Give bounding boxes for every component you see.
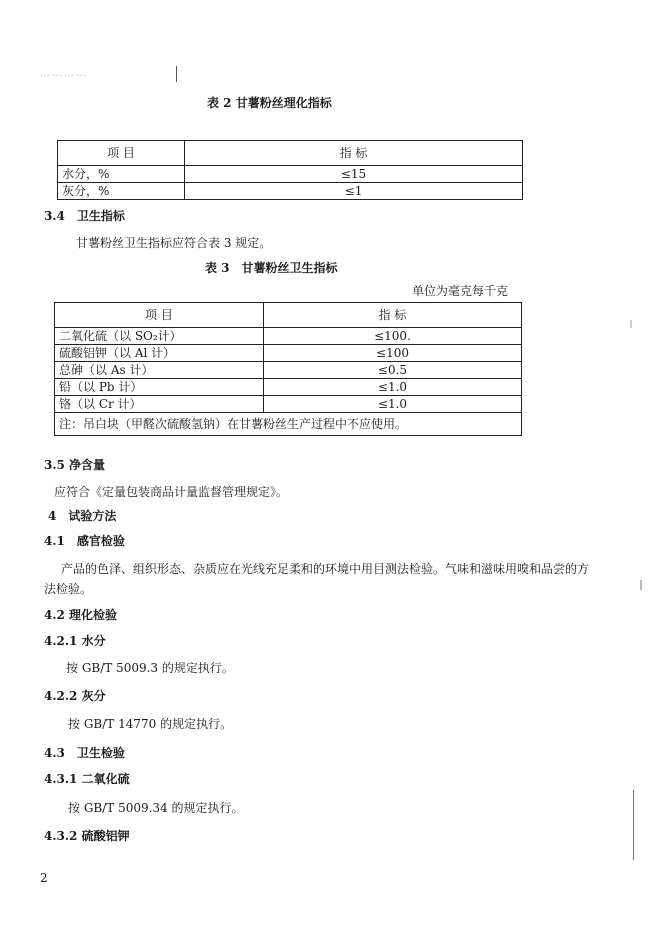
table3-row-item: 硫酸铝钾（以 Al 计） — [55, 345, 264, 362]
section-4-3-2-title: 4.3.2 硫酸铝钾 — [44, 829, 130, 843]
section-3-5-title: 3.5 净含量 — [44, 458, 106, 472]
scan-artifact-dot — [640, 580, 642, 590]
table2-header-item: 项 目 — [58, 141, 185, 166]
header-rule — [176, 66, 177, 82]
table3-row-value: ≤100 — [264, 345, 522, 362]
table3-row-item: 总砷（以 As 计） — [55, 362, 264, 379]
scan-artifact-line — [633, 790, 634, 860]
table-row — [55, 396, 522, 413]
table2-row-item: 灰分，% — [58, 183, 185, 200]
section-3-4-body: 甘薯粉丝卫生指标应符合表 3 规定。 — [76, 236, 272, 250]
table2-header-value: 指 标 — [185, 141, 523, 166]
table2-row-value: ≤1 — [185, 183, 523, 200]
table3-row-value: ≤1.0 — [264, 396, 522, 413]
table3-row-item: 二氧化硫（以 SO₂计） — [55, 328, 264, 345]
section-4-3-title: 4.3 卫生检验 — [44, 746, 125, 760]
section-4-2-1-title: 4.2.1 水分 — [44, 634, 106, 648]
section-3-5-body: 应符合《定量包装商品计量监督管理规定》。 — [54, 485, 289, 499]
table3-row-item: 铅（以 Pb 计） — [55, 379, 264, 396]
table3 — [54, 302, 522, 436]
table3-row-value: ≤1.0 — [264, 379, 522, 396]
section-4-1-body-line1: 产品的色泽、组织形态、杂质应在光线充足柔和的环境中用目测法检验。气味和滋味用嗅和品尝的方 — [61, 562, 590, 576]
table3-row-value: ≤0.5 — [264, 362, 522, 379]
table-row — [55, 328, 522, 345]
table2-header-row — [58, 141, 523, 166]
section-4-1-body-line2: 法检验。 — [44, 582, 93, 596]
table3-row-value: ≤100. — [264, 328, 522, 345]
table-row — [55, 362, 522, 379]
table-row — [55, 379, 522, 396]
table3-unit: 单位为毫克每千克 — [412, 284, 509, 298]
table3-header-item: 项 目 — [55, 303, 264, 328]
section-4-2-title: 4.2 理化检验 — [44, 608, 118, 622]
table2-caption: 表 2 甘薯粉丝理化指标 — [207, 96, 332, 110]
scan-artifact-dot — [630, 320, 632, 328]
section-4-title: 4 试验方法 — [48, 509, 117, 523]
table3-header-row — [55, 303, 522, 328]
table-row — [58, 166, 523, 183]
table2-row-item: 水分，% — [58, 166, 185, 183]
table3-row-item: 铬（以 Cr 计） — [55, 396, 264, 413]
section-4-1-title: 4.1 感官检验 — [44, 534, 125, 548]
section-4-2-2-body: 按 GB/T 14770 的规定执行。 — [68, 717, 233, 731]
table2-row-value: ≤15 — [185, 166, 523, 183]
table-row — [58, 183, 523, 200]
table-row — [55, 345, 522, 362]
header-smudge: ………… — [40, 68, 88, 79]
section-4-3-1-body: 按 GB/T 5009.34 的规定执行。 — [68, 801, 244, 815]
table3-note: 注：吊白块（甲醛次硫酸氢钠）在甘薯粉丝生产过程中不应使用。 — [55, 413, 522, 436]
section-4-2-2-title: 4.2.2 灰分 — [44, 689, 106, 703]
section-3-4-title: 3.4 卫生指标 — [44, 209, 125, 223]
section-4-2-1-body: 按 GB/T 5009.3 的规定执行。 — [66, 661, 234, 675]
table3-note-row — [55, 413, 522, 436]
page-number: 2 — [40, 871, 48, 885]
table3-header-value: 指 标 — [264, 303, 522, 328]
section-4-3-1-title: 4.3.1 二氧化硫 — [44, 772, 130, 786]
table3-caption: 表 3 甘薯粉丝卫生指标 — [205, 261, 338, 275]
table2 — [57, 140, 523, 200]
